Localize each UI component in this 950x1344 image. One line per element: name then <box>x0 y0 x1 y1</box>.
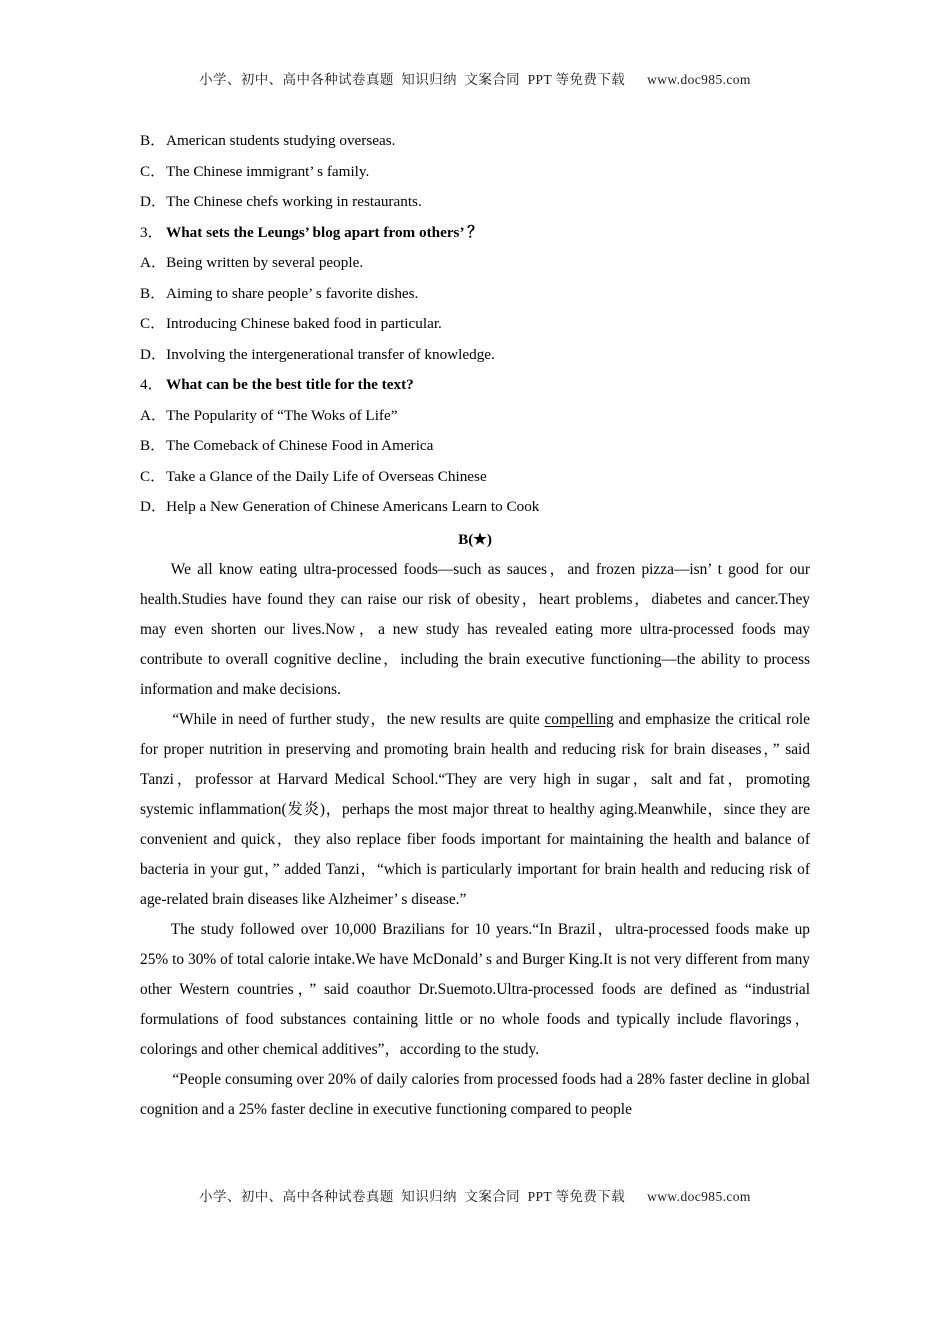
option-row[interactable] <box>140 248 810 279</box>
option-row[interactable] <box>140 157 810 188</box>
paragraph-2-lead: “While in need of further study，the new results are quite <box>172 711 545 728</box>
watermark-header-url: www.doc985.com <box>647 72 751 87</box>
passage-section-label: B(★) <box>458 530 492 548</box>
option-label: C． <box>140 162 166 180</box>
passage-paragraph-3: The study followed over 10,000 Brazilians for 10 years.“In Brazil，ultra-processed foods make up 25% to 30% of total calorie intake.We have McDonald’ s and Burger King.It is not very different from many other Western countries，” said coauthor Dr.Suemoto.Ultra-processed foods are defined as “industrial formulations of food substances containing little or no whole foods and typically include flavorings，colorings and other chemical additives”，according to the study. <box>140 921 810 1058</box>
question-text: What can be the best title for the text? <box>166 376 414 393</box>
passage-paragraph-1: We all know eating ultra-processed foods—such as sauces，and frozen pizza—isn’ t good for our health.Studies have found they can raise our risk of obesity，heart problems，diabetes and cancer.They may even shorten our lives.Now，a new study has revealed eating more ultra-processed foods may contribute to overall cognitive decline，including the brain executive functioning—the ability to process information and make decisions. <box>140 561 810 698</box>
question-stem-4 <box>140 370 810 401</box>
option-text: Help a New Generation of Chinese Americans Learn to Cook <box>166 498 540 515</box>
page-header-watermark <box>0 0 950 88</box>
question-number: 3． <box>140 223 163 241</box>
watermark-footer <box>0 1185 950 1205</box>
option-label: B． <box>140 284 166 302</box>
option-label: D． <box>140 193 167 210</box>
option-text: The Comeback of Chinese Food in America <box>166 437 434 454</box>
option-text: The Chinese chefs working in restaurants. <box>166 193 422 210</box>
option-row[interactable] <box>140 126 810 157</box>
document-body <box>140 88 810 1125</box>
option-row[interactable] <box>140 462 810 493</box>
option-row[interactable] <box>140 401 810 432</box>
option-row[interactable] <box>140 492 810 523</box>
vocabulary-underline-compelling: compelling <box>544 711 614 728</box>
option-text: American students studying overseas. <box>166 132 396 149</box>
option-text: Aiming to share people’ s favorite dishes. <box>166 284 419 302</box>
watermark-footer-url: www.doc985.com <box>647 1189 751 1204</box>
option-label: B． <box>140 132 166 149</box>
option-row[interactable] <box>140 431 810 462</box>
question-number: 4． <box>140 376 163 393</box>
option-row[interactable] <box>140 279 810 310</box>
option-label: A． <box>140 254 167 271</box>
option-text: Involving the intergenerational transfer of knowledge. <box>166 345 495 363</box>
paragraph-2-rest: and emphasize the critical role for proper nutrition in preserving and promoting brain health and reducing risk for brain diseases，” said Tanzi，professor at Harvard Medical School.“They are very high in sugar，salt and fat，promoting systemic inflammation(发炎)，perhaps the most major threat to healthy aging.Meanwhile，since they are convenient and quick，they also replace fiber foods important for maintaining the health and balance of bacteria in your gut，” added Tanzi，“which is particularly important for brain health and reducing risk of age-related brain diseases like Alzheimer’ s disease.” <box>140 711 810 908</box>
option-text: The Chinese immigrant’ s family. <box>166 162 370 180</box>
option-label: D． <box>140 498 167 515</box>
watermark-footer-text: 小学、初中、高中各种试卷真题 知识归纳 文案合同 PPT 等免费下载 <box>199 1189 626 1204</box>
option-label: C． <box>140 467 166 485</box>
question-stem-3 <box>140 218 810 249</box>
option-label: A． <box>140 406 167 424</box>
question-text: What sets the Leungs’ blog apart from others’ ？ <box>166 223 483 241</box>
option-label: D． <box>140 345 167 363</box>
passage-paragraph-2 <box>140 705 810 915</box>
option-text: The Popularity of “The Woks of Life” <box>166 406 398 424</box>
passage-paragraph-4: “People consuming over 20% of daily calories from processed foods had a 28% faster decline in global cognition and a 25% faster decline in executive functioning compared to people <box>140 1071 810 1118</box>
option-text: Being written by several people. <box>166 254 364 271</box>
watermark-header <box>0 68 950 88</box>
option-label: B． <box>140 437 166 454</box>
option-row[interactable] <box>140 309 810 340</box>
option-text: Take a Glance of the Daily Life of Overseas Chinese <box>166 467 487 485</box>
option-row[interactable] <box>140 187 810 218</box>
page-footer-watermark <box>0 1185 950 1205</box>
watermark-header-text: 小学、初中、高中各种试卷真题 知识归纳 文案合同 PPT 等免费下载 <box>199 72 626 87</box>
option-text: Introducing Chinese baked food in particular. <box>166 315 442 332</box>
option-label: C． <box>140 315 166 332</box>
option-row[interactable] <box>140 340 810 371</box>
